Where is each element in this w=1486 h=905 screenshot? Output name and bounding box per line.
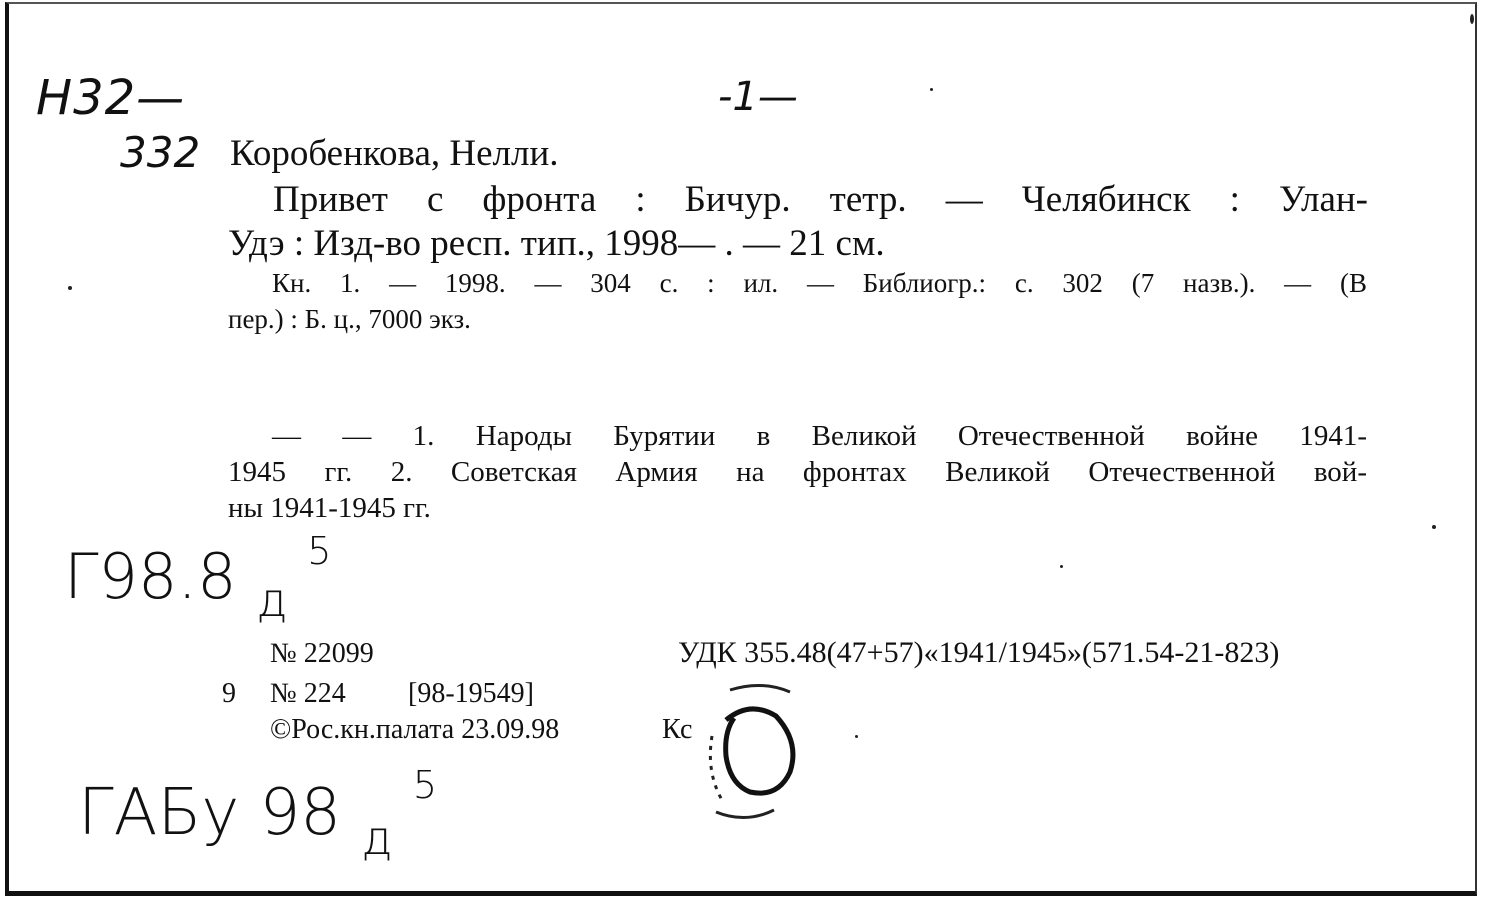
copyright-line: ©Рос.кн.палата 23.09.98 [270, 714, 560, 745]
shelf-mark-1-sup: 5 [307, 529, 332, 573]
stamp-partial-text: Кс [662, 714, 693, 745]
title-line-1: Привет с фронта : Бичур. тетр. — Челябинск : Улан- [273, 179, 1368, 220]
record-number-2: № 224 [270, 678, 346, 709]
scan-speck [68, 286, 72, 290]
footer-digit: 9 [222, 678, 236, 709]
udk-code: УДК 355.48(47+57)«1941/1945»(571.54-21-823) [678, 636, 1280, 669]
shelf-mark-1-main: Г98.8 [64, 540, 237, 613]
shelf-mark-2-sup: 5 [412, 763, 438, 807]
subject-line-2: 1945 гг. 2. Советская Армия на фронтах Великой Отечественной вой- [228, 456, 1367, 488]
handwritten-call-top: Н32— [36, 70, 186, 126]
author-heading: Коробенкова, Нелли. [230, 133, 559, 174]
round-stamp [690, 672, 810, 832]
title-line-2: Удэ : Изд-во респ. тип., 1998— . — 21 см. [228, 223, 885, 264]
volume-line-1: Кн. 1. — 1998. — 304 с. : ил. — Библиогр.: с. 302 (7 назв.). — (В [272, 268, 1367, 298]
scan-speck [855, 735, 858, 738]
shelf-mark-2-sub: д [361, 811, 393, 865]
handwritten-page-mark: -1— [718, 74, 798, 120]
scan-speck [1470, 14, 1474, 24]
subject-line-3: ны 1941-1945 гг. [228, 492, 431, 524]
subject-line-1: — — 1. Народы Бурятии в Великой Отечественной войне 1941- [272, 420, 1367, 452]
shelf-mark-1-sub: д [256, 573, 288, 627]
handwritten-shelf-mark-1 [64, 529, 332, 627]
scan-speck [1060, 565, 1063, 568]
handwritten-shelf-mark-2 [78, 763, 438, 865]
handwritten-call-number: 332 [120, 128, 201, 177]
volume-line-2: пер.) : Б. ц., 7000 экз. [228, 304, 471, 334]
shelf-mark-2-main: ГАБу 98 [78, 776, 341, 850]
scan-speck [930, 88, 933, 91]
scan-speck [1432, 525, 1436, 529]
bracket-code: [98-19549] [408, 678, 534, 709]
record-number-1: № 22099 [270, 638, 374, 669]
